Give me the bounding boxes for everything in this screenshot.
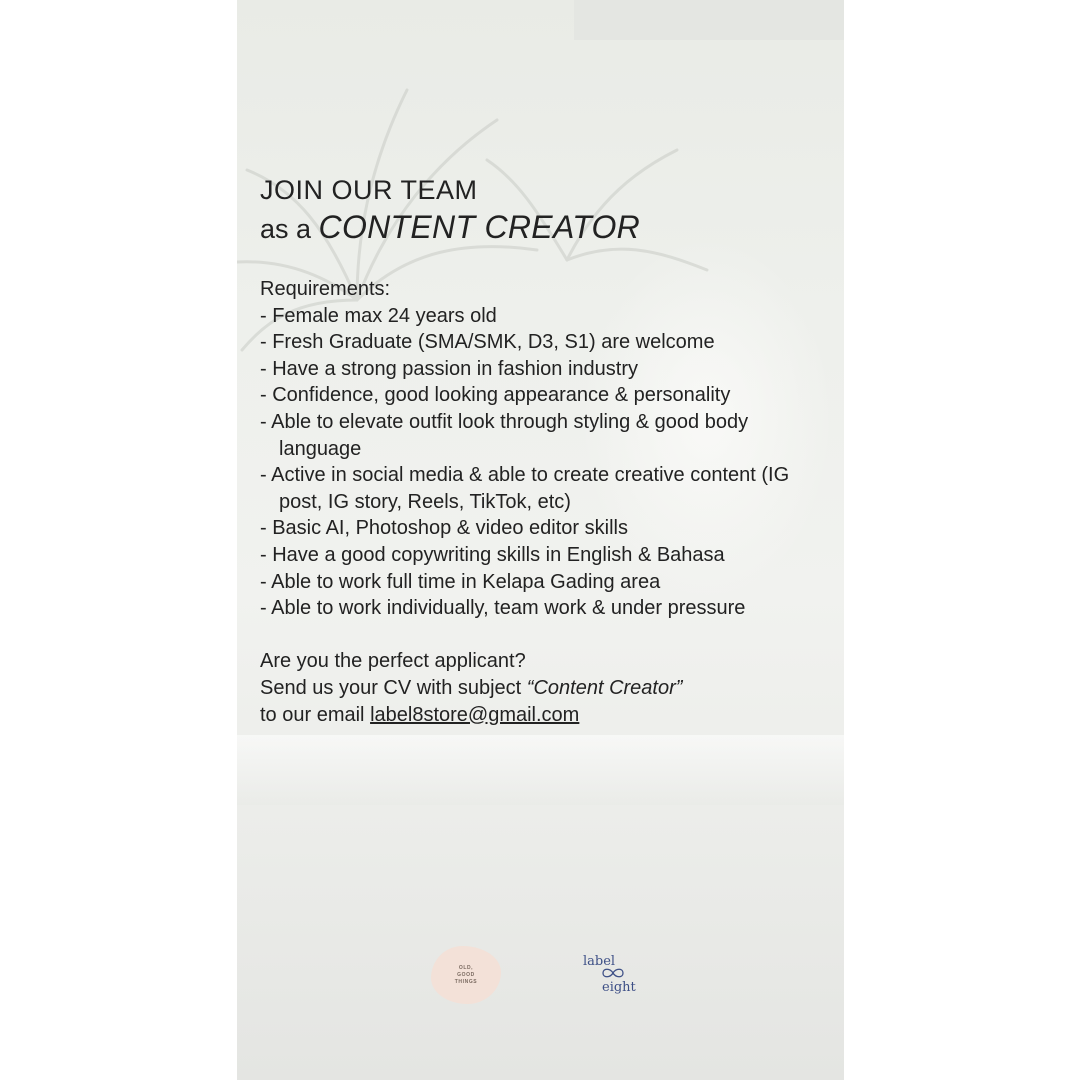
cta-question: Are you the perfect applicant? [260,649,526,672]
requirement-item: - Basic AI, Photoshop & video editor skills [260,517,628,540]
headline-role-title: CONTENT CREATOR [318,209,641,245]
cta-send-line [260,675,820,702]
brand-logos [237,940,844,1010]
logo-text: GOOD [457,971,475,978]
requirement-item: - Female max 24 years old [260,304,497,327]
story-card [237,0,844,1080]
requirements-list [260,303,820,622]
headline-role-prefix: as a [260,214,319,244]
infinity-icon [600,967,626,979]
cta-email-prefix: to our email [260,703,371,726]
headline-role [260,208,820,248]
cta-subject: “Content Creator” [526,676,683,699]
requirements-title: Requirements: [260,278,391,300]
requirement-item: - Active in social media & able to create creative content (IG post, IG story, Reels, TikTok, etc) [260,464,790,513]
background-ledge [237,735,844,805]
job-post-content [260,172,820,729]
cta-email-line [260,702,820,729]
logo-text: eight [602,980,636,995]
requirement-item: - Confidence, good looking appearance & personality [260,384,731,407]
requirement-item: - Have a good copywriting skills in English & Bahasa [260,543,725,566]
logo-text: THINGS [454,978,478,985]
requirement-item: - Able to work individually, team work & under pressure [260,597,746,620]
call-to-action [260,648,820,729]
headline-join: JOIN OUR TEAM [260,175,478,205]
requirement-item: - Have a strong passion in fashion industry [260,357,638,380]
cta-send-prefix: Send us your CV with subject [260,676,527,699]
logo-text: label [583,954,616,969]
email-link[interactable]: label8store@gmail.com [370,703,580,726]
logo-text: OLD, [458,964,474,971]
requirement-item: - Able to work full time in Kelapa Gading area [260,570,661,593]
label-eight-logo [580,954,660,998]
background-wall [574,0,844,40]
old-good-things-logo [431,946,501,1004]
requirement-item: - Able to elevate outfit look through styling & good body language [260,410,749,460]
requirement-item: - Fresh Graduate (SMA/SMK, D3, S1) are welcome [260,331,715,354]
